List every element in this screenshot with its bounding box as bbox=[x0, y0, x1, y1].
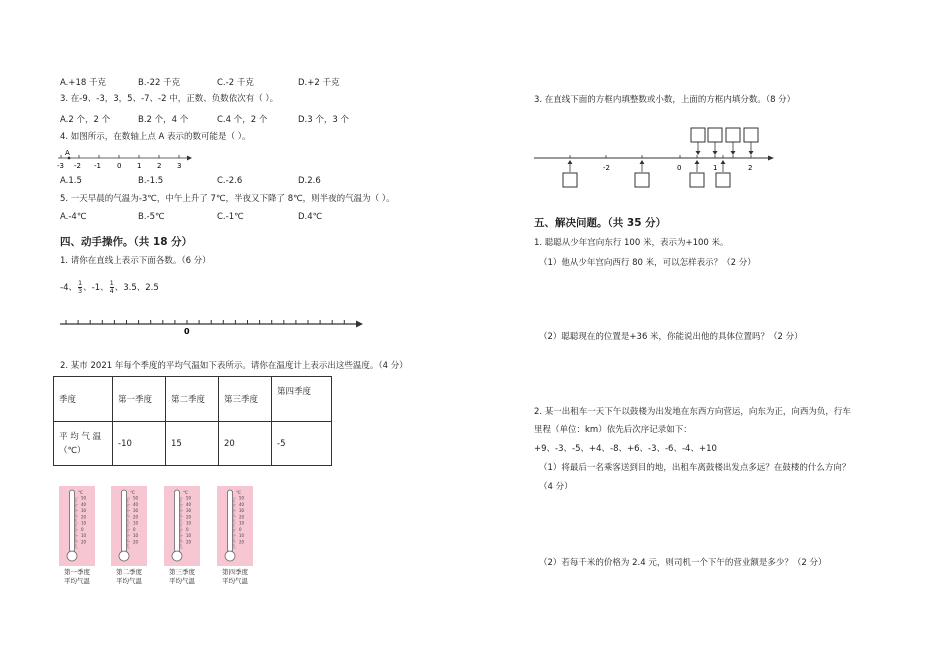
table-cell: 20 bbox=[219, 422, 272, 466]
p1-sub1: （1）他从少年宫向西行 80 米，可以怎样表示？（2 分） bbox=[539, 258, 756, 268]
scale-label: 20 bbox=[81, 539, 87, 545]
table-header-cell: 第三季度 bbox=[219, 377, 272, 422]
scale-label: 20 bbox=[186, 539, 192, 545]
q4-number-line bbox=[55, 148, 195, 172]
section-5-title: 五、解决问题。（共 35 分） bbox=[534, 217, 667, 229]
q4-option-c: C.-2.6 bbox=[217, 176, 243, 186]
number-text: 、3.5、2.5 bbox=[114, 283, 159, 293]
scale-label: 10 bbox=[186, 533, 192, 538]
thermometer-caption bbox=[210, 568, 260, 586]
table-header-cell: 第一季度 bbox=[113, 377, 166, 422]
caption-line: 平均气温 bbox=[64, 577, 90, 585]
tick-label: 0 bbox=[677, 164, 682, 172]
scale-label: 50 bbox=[81, 495, 87, 501]
q5-option-c: C.-1℃ bbox=[217, 212, 244, 222]
p2-sub1-line1: （1）将最后一名乘客送到目的地，出租车离鼓楼出发点多远？在鼓楼的什么方向？ bbox=[539, 463, 851, 473]
fraction-numerator: 1 bbox=[109, 278, 114, 287]
q2-option-d: D.+2 千克 bbox=[298, 78, 340, 88]
tick-label: 1 bbox=[713, 164, 718, 172]
point-a-dot bbox=[68, 157, 71, 160]
tick-label: 3 bbox=[177, 162, 182, 170]
scale-label: 30 bbox=[133, 508, 139, 513]
scale-label: 30 bbox=[81, 508, 87, 513]
caption-line: 第一季度 bbox=[64, 568, 90, 576]
unit-label: ℃ bbox=[183, 491, 189, 496]
temperature-table bbox=[53, 376, 332, 466]
s4-q1-number-line[interactable] bbox=[58, 316, 368, 338]
q3-option-d: D.3 个，3 个 bbox=[298, 115, 349, 125]
p1-sub2: （2）聪聪现在的位置是+36 米，你能说出他的具体位置吗？（2 分） bbox=[539, 332, 803, 342]
q5-text: 5. 一天早晨的气温为-3℃，中午上升了 7℃，半夜又下降了 8℃，则半夜的气温为（ ）。 bbox=[60, 194, 395, 204]
thermometer-caption bbox=[157, 568, 207, 586]
q3-text: 3. 在-9、-3，3，5、-7、-2 中，正数、负数依次有（ ）。 bbox=[60, 94, 279, 104]
thermometer-caption bbox=[104, 568, 154, 586]
scale-label: 0 bbox=[81, 526, 84, 532]
answer-box-top[interactable] bbox=[691, 128, 705, 142]
caption-line: 第三季度 bbox=[169, 568, 195, 576]
q4-text: 4. 如图所示，在数轴上点 A 表示的数可能是（ ）。 bbox=[60, 132, 251, 142]
tick-label: -1 bbox=[94, 162, 101, 170]
scale-label: 50 bbox=[186, 495, 192, 501]
answer-box-top[interactable] bbox=[744, 128, 758, 142]
scale-label: 20 bbox=[81, 514, 87, 520]
q4-option-b: B.-1.5 bbox=[138, 176, 164, 186]
caption-line: 平均气温 bbox=[116, 577, 142, 585]
q3-option-b: B.2 个，4 个 bbox=[138, 115, 189, 125]
caption-line: 第四季度 bbox=[222, 568, 248, 576]
point-a-label: A bbox=[65, 149, 70, 157]
caption-line: 平均气温 bbox=[222, 577, 248, 585]
scale-label: 10 bbox=[239, 520, 245, 526]
table-header-cell: 季度 bbox=[54, 377, 113, 422]
scale-label: 0 bbox=[133, 526, 136, 532]
scale-label: 10 bbox=[239, 533, 245, 538]
tick-label: 0 bbox=[117, 162, 122, 170]
answer-box-bottom[interactable] bbox=[563, 173, 577, 187]
caption-line: 平均气温 bbox=[169, 577, 195, 585]
q3-option-c: C.4 个，2 个 bbox=[217, 115, 268, 125]
s4-q1-numbers bbox=[60, 276, 159, 298]
answer-box-bottom[interactable] bbox=[690, 173, 704, 187]
p2-line2: 里程（单位：km）依先后次序记录如下： bbox=[534, 425, 692, 435]
scale-label: 30 bbox=[186, 508, 192, 513]
scale-label: 0 bbox=[239, 526, 242, 532]
fraction-numerator: 1 bbox=[77, 278, 83, 287]
q4-option-d: D.2.6 bbox=[298, 176, 321, 186]
scale-label: 20 bbox=[133, 514, 139, 520]
scale-label: 40 bbox=[133, 501, 139, 507]
r-q3-number-line[interactable] bbox=[532, 126, 792, 190]
table-row-label: 平 均 气 温（℃） bbox=[54, 422, 113, 466]
fraction-denominator: 3 bbox=[77, 286, 83, 295]
r-q3-text: 3. 在直线下面的方框内填整数或小数，上面的方框内填分数。（8 分） bbox=[534, 95, 796, 105]
tick-label: 2 bbox=[748, 164, 753, 172]
q4-option-a: A.1.5 bbox=[60, 176, 82, 186]
scale-label: 0 bbox=[186, 526, 189, 532]
thermometer[interactable] bbox=[164, 486, 200, 566]
table-header-cell: 第四季度 bbox=[272, 377, 332, 422]
scale-label: 40 bbox=[186, 501, 192, 507]
table-cell: -5 bbox=[272, 422, 332, 466]
q2-option-c: C.-2 千克 bbox=[217, 78, 254, 88]
p2-data: +9、-3、-5、+4、-8、+6、-3、-6、-4、+10 bbox=[534, 444, 717, 454]
table-cell: -10 bbox=[113, 422, 166, 466]
answer-box-top[interactable] bbox=[708, 128, 722, 142]
section-4-title: 四、动手操作。（共 18 分） bbox=[60, 236, 193, 248]
number-text: 、-1、 bbox=[83, 283, 109, 293]
scale-label: 20 bbox=[186, 514, 192, 520]
thermometer[interactable] bbox=[217, 486, 253, 566]
fraction-denominator: 4 bbox=[109, 286, 114, 295]
answer-box-top[interactable] bbox=[726, 128, 740, 142]
scale-label: 20 bbox=[133, 539, 139, 545]
number-text: -4、 bbox=[60, 283, 77, 293]
tick-label: -2 bbox=[74, 162, 81, 170]
q2-option-a: A.+18 千克 bbox=[60, 78, 107, 88]
scale-label: 40 bbox=[81, 501, 87, 507]
scale-label: 10 bbox=[81, 533, 87, 538]
fraction-one-quarter bbox=[110, 280, 114, 295]
p2-sub2: （2）若每千米的价格为 2.4 元，则司机一个下午的营业额是多少？（2 分） bbox=[539, 558, 827, 568]
scale-label: 10 bbox=[186, 520, 192, 526]
q5-option-b: B.-5℃ bbox=[138, 212, 165, 222]
p2-sub1-line2: （4 分） bbox=[539, 482, 573, 492]
tick-label: 1 bbox=[137, 162, 142, 170]
scale-label: 50 bbox=[239, 495, 245, 501]
unit-label: ℃ bbox=[130, 491, 136, 496]
thermometer[interactable] bbox=[111, 486, 147, 566]
caption-line: 第二季度 bbox=[116, 568, 142, 576]
scale-label: 20 bbox=[239, 514, 245, 520]
q5-option-d: D.4℃ bbox=[298, 212, 323, 222]
thermometer-caption bbox=[52, 568, 102, 586]
answer-box-bottom[interactable] bbox=[716, 173, 730, 187]
tick-label: -2 bbox=[603, 164, 610, 172]
thermometer[interactable] bbox=[59, 486, 95, 566]
p2-line1: 2. 某一出租车一天下午以鼓楼为出发地在东西方向营运，向东为正，向西为负，行车 bbox=[534, 407, 851, 417]
scale-label: 40 bbox=[239, 501, 245, 507]
scale-label: 10 bbox=[81, 520, 87, 526]
unit-label: ℃ bbox=[236, 491, 242, 496]
q5-option-a: A.-4℃ bbox=[60, 212, 87, 222]
scale-label: 10 bbox=[133, 533, 139, 538]
s4-q1-text: 1. 请你在直线上表示下面各数。（6 分） bbox=[60, 256, 211, 266]
p1-text: 1. 聪聪从少年宫向东行 100 米，表示为+100 米。 bbox=[534, 238, 729, 248]
unit-label: ℃ bbox=[78, 491, 84, 496]
table-cell: 15 bbox=[166, 422, 219, 466]
table-header-cell: 第二季度 bbox=[166, 377, 219, 422]
zero-label: 0 bbox=[184, 327, 190, 336]
q2-option-b: B.-22 千克 bbox=[138, 78, 181, 88]
scale-label: 50 bbox=[133, 495, 139, 501]
fraction-one-third bbox=[78, 280, 82, 295]
s4-q2-text: 2. 某市 2021 年每个季度的平均气温如下表所示。请你在温度计上表示出这些温度。（4 分） bbox=[60, 361, 408, 371]
tick-label: 2 bbox=[157, 162, 162, 170]
scale-label: 20 bbox=[239, 539, 245, 545]
scale-label: 30 bbox=[239, 508, 245, 513]
q3-option-a: A.2 个，2 个 bbox=[60, 115, 111, 125]
answer-box-bottom[interactable] bbox=[635, 173, 649, 187]
scale-label: 10 bbox=[133, 520, 139, 526]
tick-label: -3 bbox=[57, 162, 64, 170]
